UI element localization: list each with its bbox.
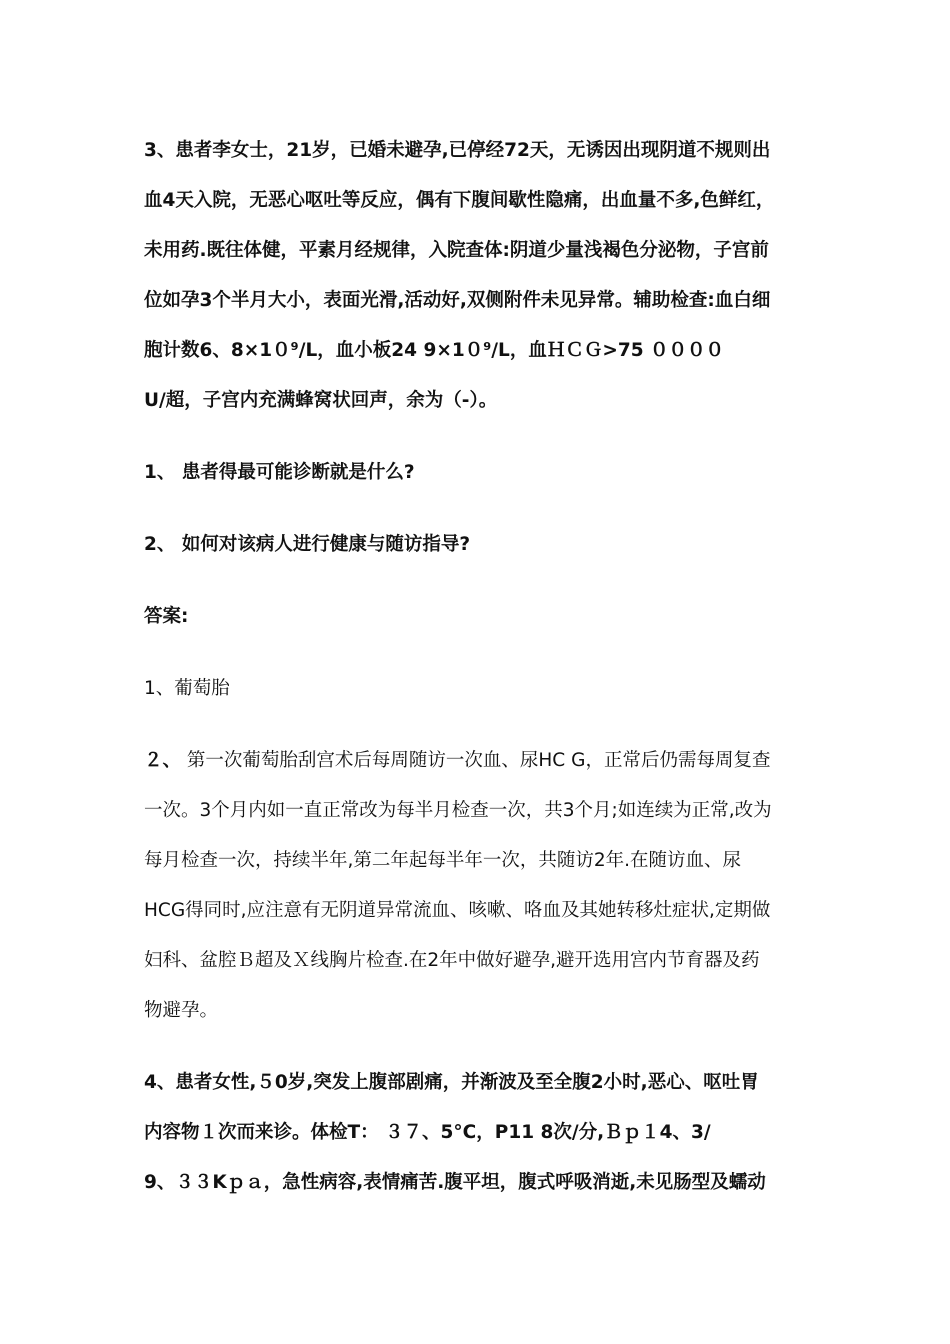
- answer-heading: 答案:: [144, 606, 189, 627]
- answer-2-text-1: 第一次葡萄胎刮宫术后每周随访一次血、尿HC G，正常后仍需每周复查: [181, 750, 771, 771]
- case4-line-3: 9、３３Kｐａ，急性病容,表情痛苦.腹平坦，腹式呼吸消逝,未见肠型及蠕动: [144, 1172, 766, 1193]
- case3-line-2: 血4天入院，无恶心呕吐等反应，偶有下腹间歇性隐痛，出血量不多,色鲜红，: [144, 190, 775, 211]
- answer-2-line-5: 妇科、盆腔Ｂ超及Ｘ线胸片检查.在2年中做好避孕,避开选用宫内节育器及药: [144, 950, 760, 971]
- case4-line-1: 4、患者女性,５0岁,突发上腹部剧痛，并渐波及至全腹2小时,恶心、呕吐胃: [144, 1072, 759, 1093]
- case3-line-5: 胞计数6、8×1０⁹/L，血小板24 9×1０⁹/L，血ＨＣＧ>75 ００００: [144, 340, 725, 361]
- answer-2-line-6: 物避孕。: [144, 1000, 219, 1021]
- question-2: 2、 如何对该病人进行健康与随访指导?: [144, 534, 471, 555]
- answer-2-line-1: [144, 749, 770, 773]
- question-1: 1、 患者得最可能诊断就是什么?: [144, 462, 415, 483]
- answer-2-line-3: 每月检查一次，持续半年,第二年起每半年一次，共随访2年.在随访血、尿: [144, 850, 742, 871]
- case3-line-6: U/超，子宫内充满蜂窝状回声，余为（-）。: [144, 390, 498, 411]
- answer-1: 1、葡萄胎: [144, 678, 230, 699]
- answer-2-line-4: HCG得同时,应注意有无阴道异常流血、咳嗽、咯血及其她转移灶症状,定期做: [144, 900, 771, 921]
- case4-line-2: 内容物１次而来诊。体检T： ３７、5°C，P11 8次/分,Ｂｐ１4、3/: [144, 1122, 711, 1143]
- case3-line-1: 3、患者李女士，21岁，已婚未避孕,已停经72天，无诱因出现阴道不规则出: [144, 140, 771, 161]
- answer-2-number: ２、: [144, 750, 182, 771]
- case3-line-3: 未用药.既往体健，平素月经规律，入院查体:阴道少量浅褐色分泌物，子宫前: [144, 240, 769, 261]
- answer-2-line-2: 一次。3个月内如一直正常改为每半月检查一次，共3个月;如连续为正常,改为: [144, 800, 772, 821]
- case3-line-4: 位如孕3个半月大小，表面光滑,活动好,双侧附件未见异常。辅助检查:血白细: [144, 290, 771, 311]
